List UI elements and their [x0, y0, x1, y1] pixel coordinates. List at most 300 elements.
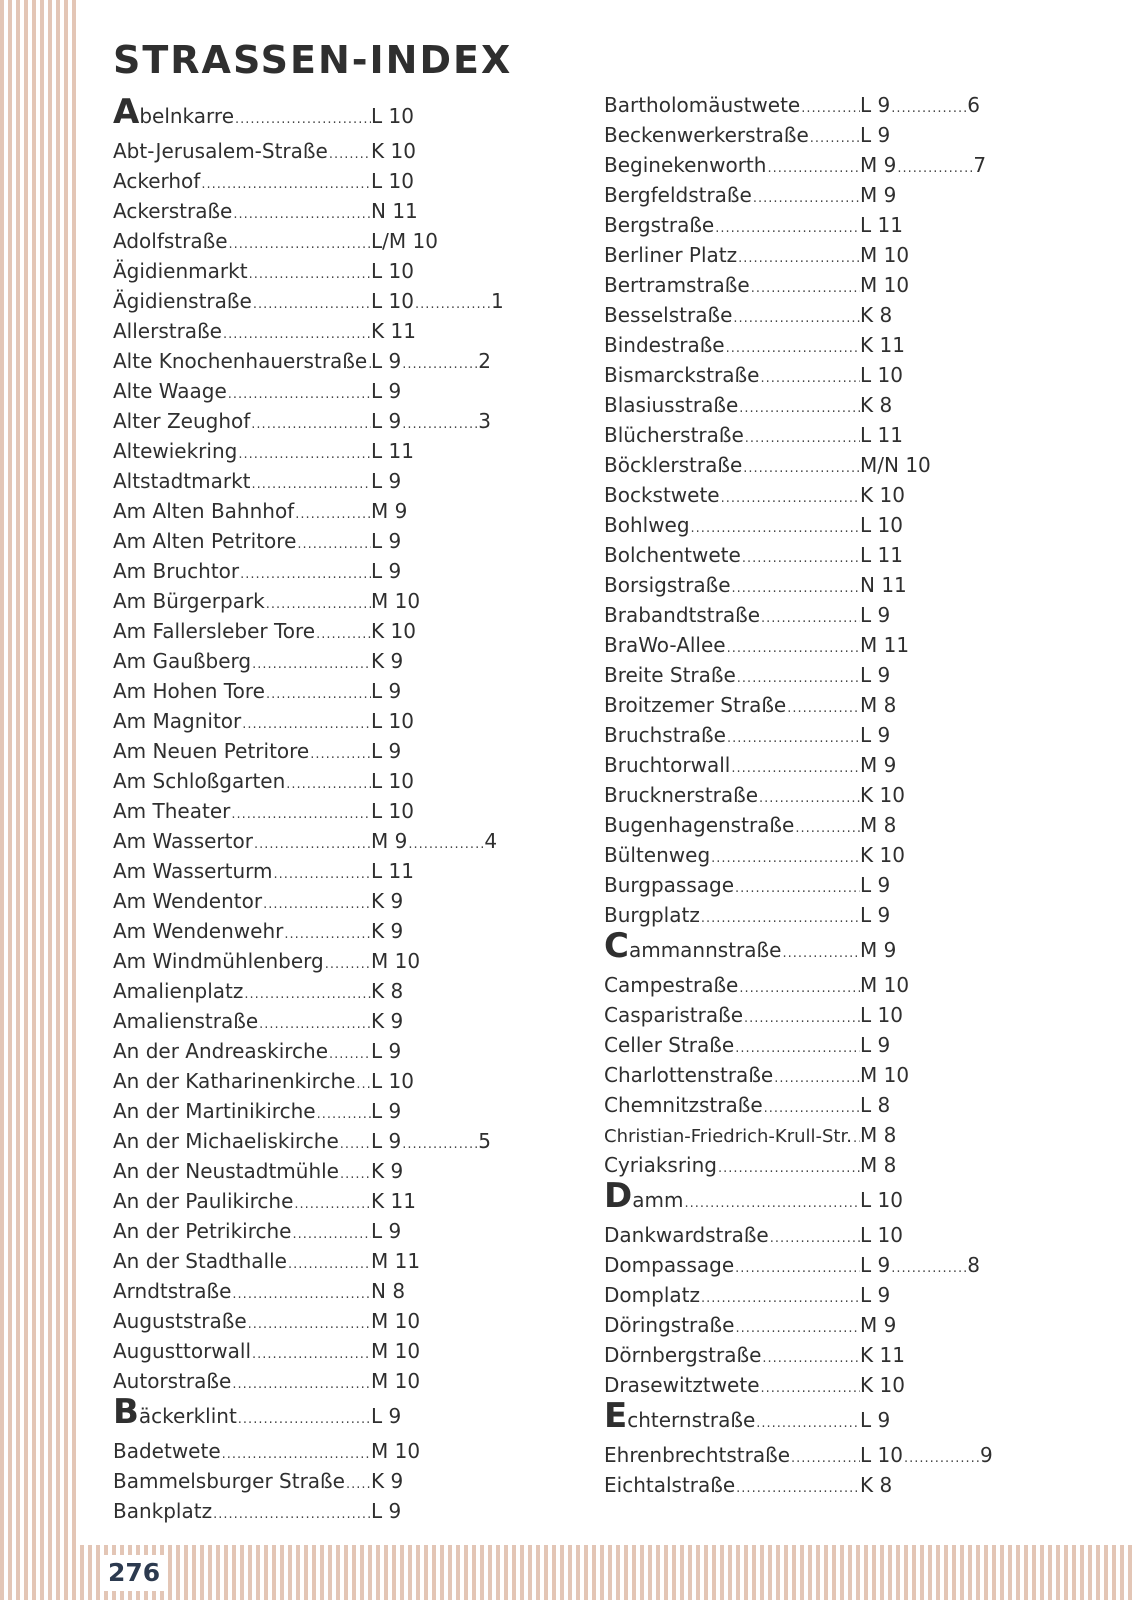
grid-reference: L 10 — [371, 769, 414, 793]
street-name-wrap — [113, 1366, 371, 1400]
grid-reference: M 10 — [371, 589, 421, 613]
index-entry — [604, 780, 993, 810]
street-name: Augusttorwall — [113, 1339, 252, 1363]
street-name: Abt-Jerusalem-Straße — [113, 139, 328, 163]
street-name-wrap — [113, 796, 371, 830]
grid-reference: M 11 — [371, 1249, 421, 1273]
street-name: Bindestraße — [604, 333, 725, 357]
grid-reference: L 10 — [860, 1188, 903, 1212]
street-name: An der Petrikirche — [113, 1219, 292, 1243]
index-entry — [113, 136, 504, 166]
grid-reference: M 8 — [860, 813, 897, 837]
street-name-wrap — [113, 886, 371, 920]
street-name-wrap — [604, 970, 860, 1004]
grid-reference: L 9 — [371, 349, 402, 373]
street-name-wrap — [604, 720, 860, 754]
index-entry — [113, 96, 504, 136]
grid-reference: L 11 — [860, 213, 903, 237]
grid-reference: L 8 — [860, 1093, 891, 1117]
dot-leader — [763, 1094, 860, 1124]
street-name-wrap — [604, 660, 860, 694]
street-name: Christian-Friedrich-Krull-Str. — [604, 1126, 852, 1147]
grid-reference: L 9 — [860, 903, 891, 927]
dot-leader — [212, 1500, 371, 1530]
street-name: Campestraße — [604, 973, 739, 997]
street-name-wrap — [604, 540, 860, 574]
grid-reference: L 9 — [860, 93, 891, 117]
grid-reference: L 9 — [371, 739, 402, 763]
index-entry — [604, 570, 993, 600]
index-entry — [113, 826, 504, 856]
street-name: An der Neustadtmühle — [113, 1159, 339, 1183]
index-entry — [604, 390, 993, 420]
grid-reference: L 11 — [371, 859, 414, 883]
street-name-wrap — [113, 1436, 371, 1470]
street-name: Besselstraße — [604, 303, 733, 327]
grid-reference: K 8 — [860, 1473, 893, 1497]
index-entry — [113, 646, 504, 676]
index-entry — [113, 736, 504, 766]
street-name-wrap — [113, 556, 371, 590]
street-name: Amalienplatz — [113, 979, 244, 1003]
street-name-wrap — [113, 406, 371, 440]
grid-reference: L 9 — [371, 529, 402, 553]
index-entry — [604, 970, 993, 1000]
street-name-wrap — [113, 226, 371, 260]
street-name: Bugenhagenstraße — [604, 813, 795, 837]
index-entry — [604, 1470, 993, 1500]
street-name-wrap — [604, 240, 860, 274]
street-name-wrap — [113, 1186, 371, 1220]
index-column-right — [604, 90, 993, 1500]
grid-reference: L 9 — [860, 873, 891, 897]
street-name: Celler Straße — [604, 1033, 735, 1057]
street-name-wrap — [604, 270, 860, 304]
page-number: 276 — [104, 1555, 164, 1591]
grid-reference: M 9 — [371, 829, 408, 853]
street-name-wrap — [604, 90, 860, 124]
index-entry — [113, 1156, 504, 1186]
grid-reference: M 10 — [371, 949, 421, 973]
grid-reference: L 10 — [860, 1003, 903, 1027]
street-name-wrap — [113, 736, 371, 770]
street-name: Beginekenworth — [604, 153, 767, 177]
street-name-wrap — [604, 510, 860, 544]
street-name: Domplatz — [604, 1283, 700, 1307]
street-name: An der Katharinenkirche — [113, 1069, 356, 1093]
grid-reference: L/M 10 — [371, 229, 438, 253]
map-ref-wrap — [896, 150, 986, 184]
index-entry — [113, 1466, 504, 1496]
street-name-wrap — [113, 1246, 371, 1280]
street-name-wrap — [604, 1340, 860, 1374]
street-name: Am Wasserturm — [113, 859, 273, 883]
street-name: Bismarckstraße — [604, 363, 760, 387]
street-name: Bruchtorwall — [604, 753, 731, 777]
index-entry — [604, 1220, 993, 1250]
street-name: ammannstraße — [628, 938, 782, 962]
index-entry — [113, 1366, 504, 1396]
street-name: Am Wassertor — [113, 829, 253, 853]
index-entry — [604, 1120, 993, 1150]
grid-reference: M 9 — [371, 499, 408, 523]
dot-leader — [683, 1184, 860, 1224]
grid-reference: K 8 — [860, 393, 893, 417]
index-entry — [113, 1246, 504, 1276]
dot-leader — [401, 350, 478, 380]
index-entry — [604, 360, 993, 390]
street-name: Am Alten Bahnhof — [113, 499, 295, 523]
grid-reference: L 9 — [371, 1129, 402, 1153]
index-entry — [113, 766, 504, 796]
street-name: Bültenweg — [604, 843, 711, 867]
grid-reference: M 10 — [860, 973, 910, 997]
street-name-wrap — [113, 1156, 371, 1190]
dot-leader — [890, 1254, 967, 1284]
grid-reference: L 10 — [371, 289, 414, 313]
index-entry — [604, 330, 993, 360]
grid-reference: K 9 — [371, 889, 404, 913]
street-name-wrap — [604, 180, 860, 214]
street-name-wrap — [113, 1036, 371, 1070]
map-number: 8 — [967, 1253, 980, 1277]
index-entry — [113, 286, 504, 316]
index-entry — [113, 1276, 504, 1306]
index-entry — [604, 480, 993, 510]
street-name-wrap — [113, 196, 371, 230]
street-name: Amalienstraße — [113, 1009, 259, 1033]
index-entry — [604, 300, 993, 330]
index-entry — [113, 346, 504, 376]
street-name: chternstraße — [627, 1408, 756, 1432]
street-name: An der Andreaskirche — [113, 1039, 329, 1063]
grid-reference: L 10 — [860, 1443, 903, 1467]
street-name-wrap — [113, 496, 371, 530]
grid-reference: M 8 — [860, 693, 897, 717]
index-entry — [604, 840, 993, 870]
street-name: Breite Straße — [604, 663, 736, 687]
index-entry — [604, 750, 993, 780]
street-name: Bartholomäustwete — [604, 93, 801, 117]
index-entry — [113, 1496, 504, 1526]
street-name: Auguststraße — [113, 1309, 247, 1333]
street-name-wrap — [604, 780, 860, 814]
street-name: Bankplatz — [113, 1499, 213, 1523]
street-name-wrap — [604, 1000, 860, 1034]
street-name-wrap — [604, 1280, 860, 1314]
street-name-wrap — [604, 630, 860, 664]
index-entry — [113, 616, 504, 646]
grid-reference: L 10 — [371, 104, 414, 128]
index-entry — [604, 1090, 993, 1120]
grid-reference: L 10 — [860, 513, 903, 537]
street-name-wrap — [113, 286, 371, 320]
grid-reference: L 9 — [371, 1039, 402, 1063]
index-entry — [604, 600, 993, 630]
street-name: Alte Knochenhauerstraße — [113, 349, 368, 373]
map-ref-wrap — [890, 1250, 980, 1284]
grid-reference: M/N 10 — [860, 453, 931, 477]
grid-reference: L 11 — [860, 423, 903, 447]
index-entry — [113, 856, 504, 886]
dot-leader — [237, 1400, 371, 1440]
dot-leader — [890, 94, 967, 124]
index-entry — [604, 240, 993, 270]
street-name: Adolfstraße — [113, 229, 228, 253]
street-name-wrap — [604, 1370, 860, 1404]
street-name-wrap — [604, 1220, 860, 1254]
street-name: An der Martinikirche — [113, 1099, 316, 1123]
street-name: Blücherstraße — [604, 423, 744, 447]
index-entry — [113, 556, 504, 586]
index-entry — [113, 706, 504, 736]
grid-reference: L 10 — [860, 363, 903, 387]
grid-reference: M 10 — [371, 1369, 421, 1393]
street-name: Charlottenstraße — [604, 1063, 774, 1087]
dot-leader — [234, 100, 371, 140]
street-name-wrap — [113, 676, 371, 710]
street-name-wrap — [113, 166, 371, 200]
index-entry — [604, 540, 993, 570]
index-entry — [113, 1396, 504, 1436]
street-name: Ehrenbrechtstraße — [604, 1443, 791, 1467]
street-name: Dompassage — [604, 1253, 735, 1277]
grid-reference: L 9 — [860, 1408, 891, 1432]
street-name: Arndtstraße — [113, 1279, 232, 1303]
grid-reference: L 9 — [371, 379, 402, 403]
street-name-wrap — [604, 480, 860, 514]
grid-reference: L 9 — [371, 679, 402, 703]
street-name-wrap — [113, 706, 371, 740]
street-name: An der Stadthalle — [113, 1249, 287, 1273]
street-name-wrap — [113, 826, 371, 860]
street-name-wrap — [113, 1216, 371, 1250]
street-name: Dörnbergstraße — [604, 1343, 762, 1367]
grid-reference: K 11 — [371, 319, 416, 343]
street-name-wrap — [604, 750, 860, 784]
index-entry — [113, 946, 504, 976]
grid-reference: L 9 — [371, 1499, 402, 1523]
street-name: Cyriaksring — [604, 1153, 717, 1177]
street-name-wrap — [113, 1496, 371, 1530]
initial-letter: A — [113, 96, 140, 132]
street-name-wrap — [604, 300, 860, 334]
street-name: Bammelsburger Straße — [113, 1469, 345, 1493]
street-name: Brucknerstraße — [604, 783, 759, 807]
street-name-wrap — [604, 870, 860, 904]
street-name: Am Bürgerpark — [113, 589, 265, 613]
index-entry — [113, 316, 504, 346]
street-name: Ägidienstraße — [113, 289, 252, 313]
street-name-wrap — [113, 466, 371, 500]
index-entry — [604, 900, 993, 930]
index-entry — [604, 1340, 993, 1370]
grid-reference: K 10 — [860, 1373, 905, 1397]
index-entry — [604, 120, 993, 150]
index-entry — [113, 526, 504, 556]
street-name: Ackerhof — [113, 169, 201, 193]
street-name-wrap — [113, 916, 371, 950]
street-name-wrap — [604, 330, 860, 364]
grid-reference: M 8 — [860, 1153, 897, 1177]
grid-reference: L 10 — [371, 1069, 414, 1093]
index-entry — [604, 930, 993, 970]
index-entry — [113, 226, 504, 256]
map-ref-wrap — [401, 1126, 491, 1160]
map-ref-wrap — [401, 406, 491, 440]
grid-reference: K 11 — [371, 1189, 416, 1213]
initial-letter: E — [604, 1400, 628, 1436]
grid-reference: L 9 — [371, 1404, 402, 1428]
street-name-wrap — [113, 96, 371, 140]
street-name: Burgplatz — [604, 903, 700, 927]
index-entry — [113, 496, 504, 526]
street-name: Ackerstraße — [113, 199, 233, 223]
grid-reference: M 10 — [371, 1309, 421, 1333]
grid-reference: L 11 — [371, 439, 414, 463]
street-name-wrap — [604, 600, 860, 634]
street-name-wrap — [604, 570, 860, 604]
street-name: Alte Waage — [113, 379, 227, 403]
index-entry — [113, 1126, 504, 1156]
page-title: STRASSEN-INDEX — [113, 38, 513, 82]
grid-reference: N 8 — [371, 1279, 406, 1303]
grid-reference: L 9 — [371, 1219, 402, 1243]
street-name: Autorstraße — [113, 1369, 232, 1393]
street-name: Am Schloßgarten — [113, 769, 286, 793]
grid-reference: L 9 — [371, 409, 402, 433]
street-name: An der Paulikirche — [113, 1189, 294, 1213]
street-name: Altewiekring — [113, 439, 238, 463]
street-name-wrap — [113, 766, 371, 800]
index-entry — [113, 376, 504, 406]
initial-letter: D — [604, 1180, 633, 1216]
grid-reference: K 9 — [371, 919, 404, 943]
grid-reference: M 11 — [860, 633, 910, 657]
index-entry — [604, 150, 993, 180]
street-name-wrap — [113, 1336, 371, 1370]
grid-reference: K 8 — [860, 303, 893, 327]
index-entry — [604, 1370, 993, 1400]
street-name: Allerstraße — [113, 319, 222, 343]
index-entry — [604, 1400, 993, 1440]
street-name: Burgpassage — [604, 873, 735, 897]
street-name: Böcklerstraße — [604, 453, 743, 477]
grid-reference: M 10 — [860, 273, 910, 297]
index-entry — [113, 1006, 504, 1036]
street-name: Eichtalstraße — [604, 1473, 736, 1497]
index-entry — [113, 1066, 504, 1096]
grid-reference: L 9 — [860, 123, 891, 147]
grid-reference: K 10 — [860, 483, 905, 507]
index-entry — [113, 586, 504, 616]
street-name-wrap — [604, 1400, 860, 1444]
street-name-wrap — [113, 1096, 371, 1130]
map-number: 6 — [967, 93, 980, 117]
index-entry — [604, 1060, 993, 1090]
street-name: Badetwete — [113, 1439, 221, 1463]
index-entry — [604, 1030, 993, 1060]
street-name-wrap — [113, 1466, 371, 1500]
street-name-wrap — [604, 1310, 860, 1344]
street-name-wrap — [604, 930, 860, 974]
grid-reference: M 9 — [860, 753, 897, 777]
index-entry — [113, 436, 504, 466]
grid-reference: K 8 — [371, 979, 404, 1003]
street-name-wrap — [113, 616, 371, 650]
street-name-wrap — [113, 346, 371, 380]
street-name-wrap — [113, 436, 371, 470]
grid-reference: L 10 — [371, 709, 414, 733]
grid-reference: M 10 — [371, 1339, 421, 1363]
index-entry — [604, 450, 993, 480]
index-entry — [113, 256, 504, 286]
index-entry — [113, 406, 504, 436]
street-name: Beckenwerkerstraße — [604, 123, 809, 147]
street-name-wrap — [604, 150, 860, 184]
index-entry — [604, 630, 993, 660]
decorative-stripe-bottom — [80, 1545, 1136, 1600]
index-entry — [113, 166, 504, 196]
grid-reference: K 10 — [371, 619, 416, 643]
grid-reference: L 9 — [860, 663, 891, 687]
street-name-wrap — [113, 316, 371, 350]
dot-leader — [781, 934, 860, 974]
grid-reference: K 11 — [860, 1343, 905, 1367]
index-entry — [113, 466, 504, 496]
street-name-wrap — [113, 976, 371, 1010]
street-name: äckerklint — [138, 1404, 237, 1428]
grid-reference: N 11 — [371, 199, 418, 223]
map-ref-wrap — [407, 826, 497, 860]
grid-reference: K 9 — [371, 1469, 404, 1493]
grid-reference: L 9 — [860, 1253, 891, 1277]
index-entry — [604, 660, 993, 690]
street-name: Altstadtmarkt — [113, 469, 251, 493]
index-entry — [113, 916, 504, 946]
street-name: Döringstraße — [604, 1313, 735, 1337]
street-name: Chemnitzstraße — [604, 1093, 763, 1117]
street-name: Am Wendentor — [113, 889, 263, 913]
index-entry — [604, 420, 993, 450]
street-name: BraWo-Allee — [604, 633, 726, 657]
grid-reference: L 9 — [371, 469, 402, 493]
grid-reference: K 11 — [860, 333, 905, 357]
street-name: Drasewitztwete — [604, 1373, 760, 1397]
grid-reference: K 10 — [860, 783, 905, 807]
map-number: 7 — [973, 153, 987, 177]
map-number: 2 — [478, 349, 491, 373]
street-name-wrap — [604, 1060, 860, 1094]
map-ref-wrap — [903, 1440, 993, 1474]
map-number: 3 — [478, 409, 491, 433]
street-name-wrap — [113, 526, 371, 560]
grid-reference: M 9 — [860, 1313, 897, 1337]
index-entry — [113, 886, 504, 916]
grid-reference: M 10 — [860, 1063, 910, 1087]
index-entry — [113, 676, 504, 706]
street-name-wrap — [113, 1066, 371, 1100]
street-name: Casparistraße — [604, 1003, 744, 1027]
index-entry — [113, 1216, 504, 1246]
index-entry — [604, 1180, 993, 1220]
street-name-wrap — [113, 1396, 371, 1440]
street-name-wrap — [604, 810, 860, 844]
street-name-wrap — [113, 1306, 371, 1340]
index-entry — [604, 270, 993, 300]
street-name-wrap — [604, 1440, 860, 1474]
street-name-wrap — [604, 1150, 860, 1184]
